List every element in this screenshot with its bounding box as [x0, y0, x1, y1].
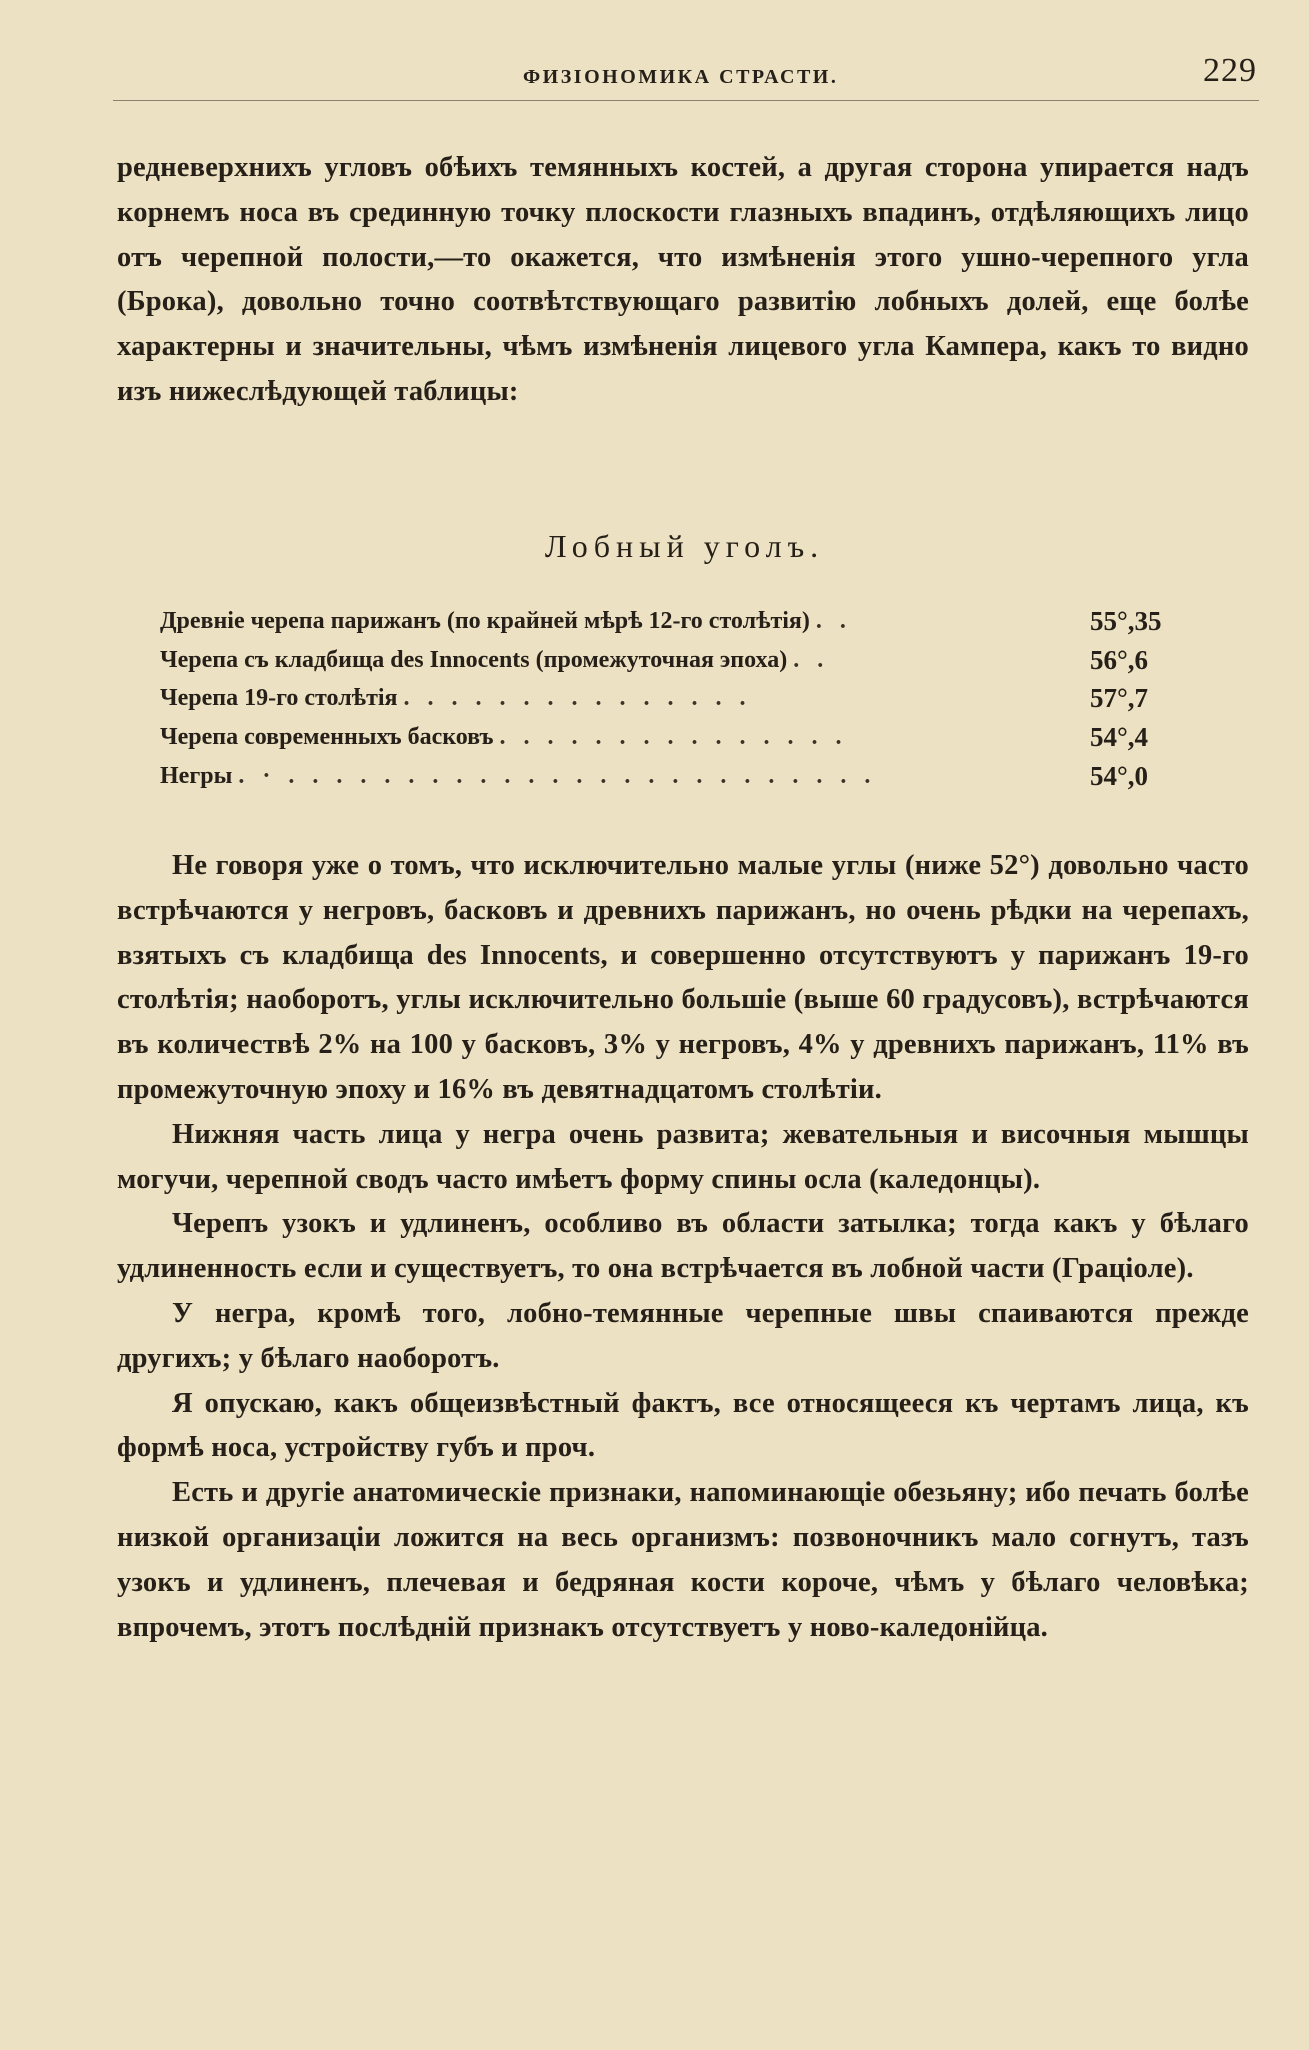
row-label: Черепа 19-го столѣтія: [160, 685, 398, 712]
paragraph: Черепъ узокъ и удлиненъ, особливо въ области затылка; тогда какъ у бѣлаго удлиненность если и существуетъ, то она встрѣчается въ лобной части (Граціоле).: [117, 1208, 1249, 1285]
row-label: Древніе черепа парижанъ (по крайней мѣрѣ 12-го столѣтія): [160, 608, 810, 634]
table-row: [160, 679, 1190, 718]
frontal-angle-table: [160, 602, 1190, 795]
row-label: Негры: [160, 762, 233, 789]
row-value: 54°,0: [1090, 760, 1149, 791]
leader-dots: . . . . . . . . . . . . . . .: [499, 724, 848, 751]
row-value: 55°,35: [1090, 606, 1162, 636]
page-header: [113, 52, 1259, 101]
table-row: [160, 602, 1190, 641]
row-label: Черепа съ кладбища des Innocents (промежуточная эпоха): [160, 646, 788, 673]
table-title: Лобный уголъ.: [544, 528, 825, 564]
row-value: 57°,7: [1090, 683, 1149, 714]
running-title: ФИЗІОНОМИКА СТРАСТИ.: [523, 66, 839, 88]
table-row: [160, 641, 1190, 680]
row-value: 56°,6: [1090, 644, 1149, 675]
text-block-top: [117, 146, 1249, 415]
table-row: [160, 718, 1190, 757]
leader-dots: . .: [815, 608, 852, 634]
paragraph: Не говоря уже о томъ, что исключительно малые углы (ниже 52°) довольно часто встрѣчаются у негровъ, басковъ и древнихъ парижанъ, но очень рѣдки на черепахъ, взятыхъ съ кладбища des Innocents, и совершенно отсутствуютъ у парижанъ 19-го столѣтія; наоборотъ, углы исключительно большіе (выше 60 градусовъ), встрѣчаются въ количествѣ 2% на 100 у басковъ, 3% у негровъ, 4% у древнихъ парижанъ, 11% въ промежуточную эпоху и 16% въ девятнадцатомъ столѣтіи.: [117, 850, 1249, 1105]
table-row: [160, 757, 1190, 796]
leader-dots: . · . . . . . . . . . . . . . . . . . . . . . . . . .: [238, 762, 877, 789]
paragraph: Нижняя часть лица у негра очень развита; жевательныя и височныя мышцы могучи, черепной сводъ часто имѣетъ форму спины осла (каледонцы).: [117, 1118, 1249, 1195]
paragraph: Есть и другіе анатомическіе признаки, напоминающіе обезьяну; ибо печать болѣе низкой организаціи ложится на весь организмъ: позвоночникъ мало согнутъ, тазъ узокъ и удлиненъ, плечевая и бедряная кости короче, чѣмъ у бѣлаго человѣка; впрочемъ, этотъ послѣдній признакъ отсутствуетъ у ново-каледонійца.: [117, 1477, 1249, 1643]
page-number: 229: [1203, 52, 1257, 89]
leader-dots: . .: [793, 646, 830, 673]
paragraph: Я опускаю, какъ общеизвѣстный фактъ, все относящееся къ чертамъ лица, къ формѣ носа, устройству губъ и проч.: [117, 1387, 1249, 1464]
paragraph-continued: редневерхнихъ угловъ обѣихъ темянныхъ костей, а другая сторона упирается надъ корнемъ носа въ срединную точку плоскости глазныхъ впадинъ, отдѣляющихъ лицо отъ черепной полости,—то окажется, что измѣненія этого ушно-черепного угла (Брока), довольно точно соотвѣтствующаго развитію лобныхъ долей, еще болѣе характерны и значительны, чѣмъ измѣненія лицевого угла Кампера, какъ то видно изъ нижеслѣдующей таблицы:: [117, 152, 1249, 407]
text-block-body: [117, 844, 1249, 1650]
row-label: Черепа современныхъ басковъ: [160, 724, 494, 751]
leader-dots: . . . . . . . . . . . . . . .: [403, 685, 752, 712]
paragraph: У негра, кромѣ того, лобно-темянные черепные швы спаиваются прежде другихъ; у бѣлаго наоборотъ.: [117, 1297, 1249, 1374]
row-value: 54°,4: [1090, 722, 1149, 753]
